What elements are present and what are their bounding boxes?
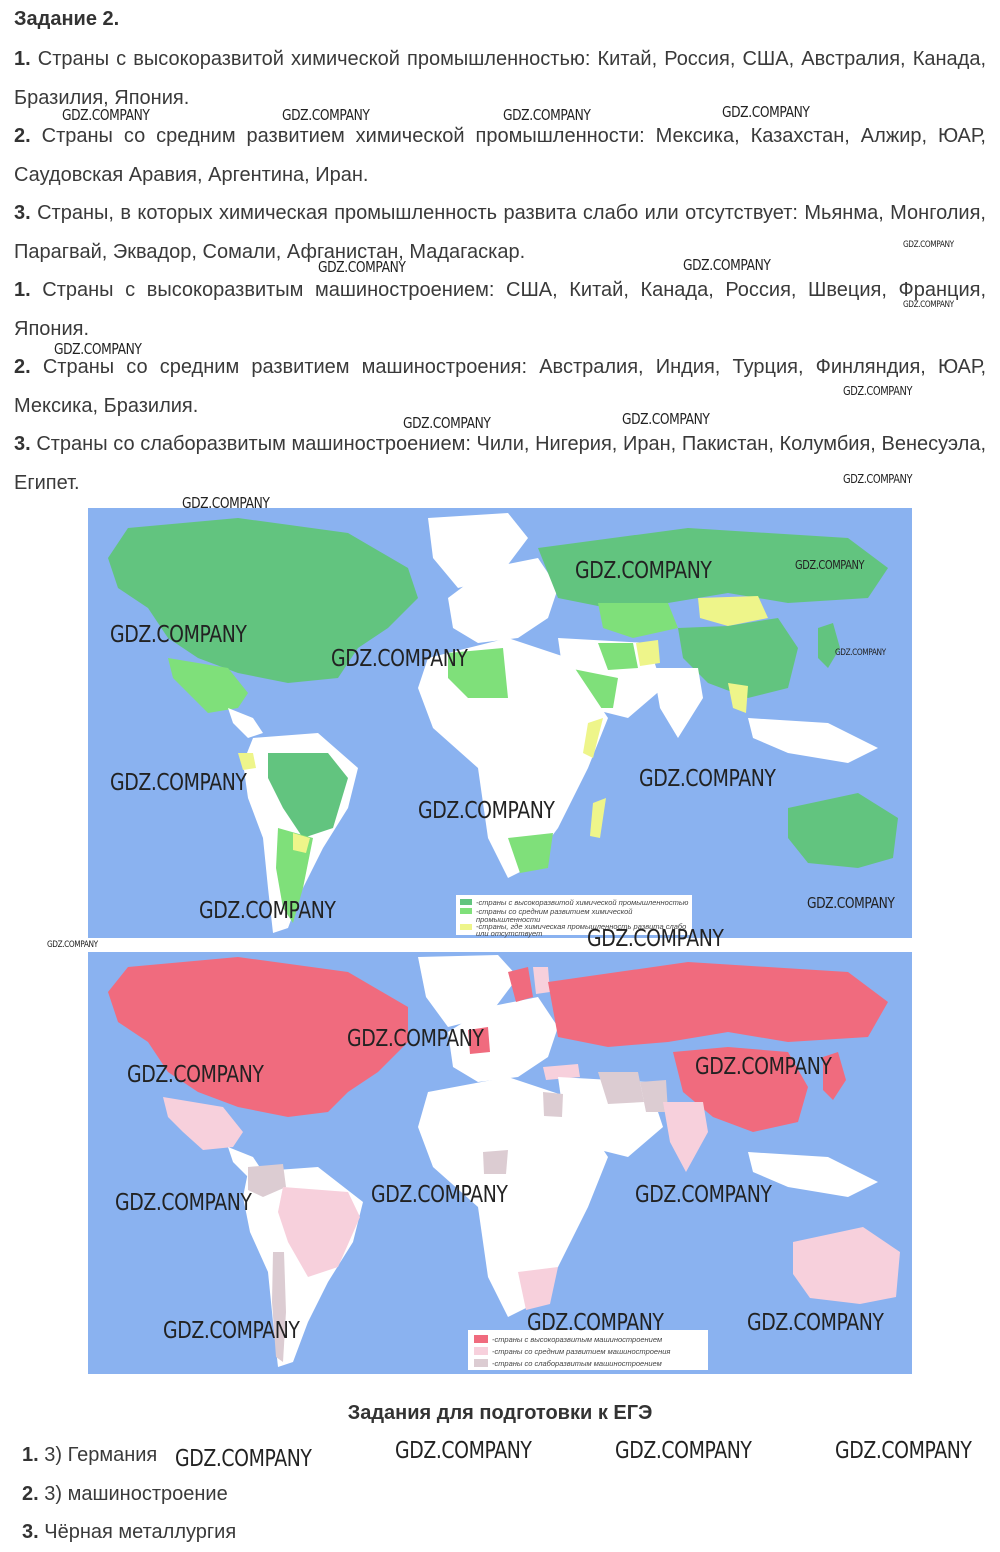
legend-swatch-0: [460, 899, 472, 905]
watermark: GDZ.COMPANY: [903, 300, 954, 310]
answer-text: Страны с высокоразвитой химической промышленностью: Китай, Россия, США, Австралия, Канада, Бразилия, Япония.: [14, 48, 987, 109]
watermark: GDZ.COMPANY: [403, 414, 491, 432]
answer-text: Страны, в которых химическая промышленность развита слабо или отсутствует: Мьянма, Монголия, Парагвай, Эквадор, Сомали, Афганистан, Мадагаскар.: [14, 202, 986, 263]
legend-text-1: -страны со средним развитием машиностроения: [492, 1347, 671, 1356]
watermark: GDZ.COMPANY: [807, 894, 895, 912]
watermark: GDZ.COMPANY: [115, 1190, 252, 1216]
legend-swatch-1: [474, 1347, 488, 1355]
ege-number: 3.: [22, 1521, 39, 1543]
watermark: GDZ.COMPANY: [199, 898, 336, 924]
watermark: GDZ.COMPANY: [747, 1310, 884, 1336]
answer-number: 2.: [14, 125, 31, 147]
answer-number: 3.: [14, 433, 31, 455]
answer-item: [14, 40, 986, 117]
answer-number: 3.: [14, 202, 31, 224]
ege-text: 3) машиностроение: [44, 1482, 228, 1505]
task-title: Задание 2.: [14, 8, 120, 30]
legend-text-0: -страны с высокоразвитой химической промышленностью: [476, 898, 689, 907]
watermark: GDZ.COMPANY: [695, 1054, 832, 1080]
watermark: GDZ.COMPANY: [54, 340, 142, 358]
watermark: GDZ.COMPANY: [503, 106, 591, 124]
chemical-industry-map: [88, 508, 912, 938]
answer-text: Страны со слаборазвитым машиностроением: Чили, Нигерия, Иран, Пакистан, Колумбия, Венесуэла, Египет.: [14, 433, 986, 494]
watermark: GDZ.COMPANY: [843, 384, 913, 398]
watermark: GDZ.COMPANY: [127, 1062, 264, 1088]
watermark: GDZ.COMPANY: [110, 622, 247, 648]
chemical-map-svg: [88, 508, 912, 938]
watermark: GDZ.COMPANY: [575, 558, 712, 584]
watermark: GDZ.COMPANY: [527, 1310, 664, 1336]
ege-answers: [22, 1436, 236, 1552]
watermark: GDZ.COMPANY: [843, 472, 913, 486]
legend-text-1: -страны со средним развитием химической: [476, 907, 633, 916]
watermark: GDZ.COMPANY: [395, 1438, 532, 1464]
watermark: GDZ.COMPANY: [835, 648, 886, 658]
legend-swatch-0: [474, 1335, 488, 1343]
watermark: GDZ.COMPANY: [47, 940, 98, 950]
egypt: [543, 1092, 563, 1117]
watermark: GDZ.COMPANY: [587, 926, 724, 952]
watermark: GDZ.COMPANY: [722, 103, 810, 121]
watermark: GDZ.COMPANY: [62, 106, 150, 124]
ege-item: [22, 1475, 236, 1514]
ege-number: 1.: [22, 1444, 39, 1466]
answer-number: 1.: [14, 48, 31, 70]
watermark: GDZ.COMPANY: [282, 106, 370, 124]
watermark: GDZ.COMPANY: [182, 494, 270, 512]
watermark: GDZ.COMPANY: [622, 410, 710, 428]
watermark: GDZ.COMPANY: [903, 240, 954, 250]
legend-text-2: -страны со слаборазвитым машиностроением: [492, 1359, 662, 1368]
watermark: GDZ.COMPANY: [110, 770, 247, 796]
watermark: GDZ.COMPANY: [835, 1438, 972, 1464]
watermark: GDZ.COMPANY: [331, 646, 468, 672]
legend-text-0: -страны с высокоразвитым машиностроением: [492, 1335, 663, 1344]
ege-text: Чёрная металлургия: [44, 1521, 237, 1543]
legend-text-4: или отсутствует: [476, 929, 543, 938]
watermark: GDZ.COMPANY: [683, 256, 771, 274]
answer-item: [14, 194, 986, 271]
legend-text-3: -страны, где химическая промышленность развита слабо: [476, 922, 687, 931]
watermark: GDZ.COMPANY: [795, 558, 865, 572]
answer-text: Страны со средним развитием химической промышленности: Мексика, Казахстан, Алжир, ЮАР, Саудовская Аравия, Аргентина, Иран.: [14, 125, 986, 186]
ege-number: 2.: [22, 1482, 39, 1505]
answer-item: [14, 271, 986, 348]
machine-map-svg: [88, 952, 912, 1374]
answer-number: 2.: [14, 356, 31, 378]
ege-item: [22, 1436, 236, 1475]
watermark: GDZ.COMPANY: [639, 766, 776, 792]
legend-swatch-1: [460, 908, 472, 914]
ege-text: 3) Германия: [44, 1444, 158, 1466]
watermark: GDZ.COMPANY: [318, 258, 406, 276]
legend-swatch-3: [460, 924, 472, 930]
watermark: GDZ.COMPANY: [347, 1026, 484, 1052]
answer-number: 1.: [14, 279, 31, 301]
answer-item: [14, 425, 986, 502]
answer-item: [14, 117, 986, 194]
legend-text-2: промышленности: [476, 915, 541, 924]
watermark: GDZ.COMPANY: [163, 1318, 300, 1344]
nigeria: [483, 1150, 508, 1174]
ege-title: Задания для подготовки к ЕГЭ: [347, 1402, 653, 1424]
answer-text: Страны со средним развитием машиностроения: Австралия, Индия, Турция, Финляндия, ЮАР, Мексика, Бразилия.: [14, 356, 986, 417]
machine-building-map: [88, 952, 912, 1374]
watermark: GDZ.COMPANY: [635, 1182, 772, 1208]
france: [468, 1027, 490, 1054]
answer-text: Страны с высокоразвитым машиностроением: США, Китай, Канада, Россия, Швеция, Франция, Япония.: [14, 279, 986, 340]
answers-list: [14, 40, 986, 502]
watermark: GDZ.COMPANY: [175, 1446, 312, 1472]
watermark: GDZ.COMPANY: [371, 1182, 508, 1208]
legend-swatch-2: [474, 1359, 488, 1367]
watermark: GDZ.COMPANY: [418, 798, 555, 824]
afghanistan: [636, 640, 660, 666]
answer-item: [14, 348, 986, 425]
watermark: GDZ.COMPANY: [615, 1438, 752, 1464]
ege-item: [22, 1513, 236, 1552]
